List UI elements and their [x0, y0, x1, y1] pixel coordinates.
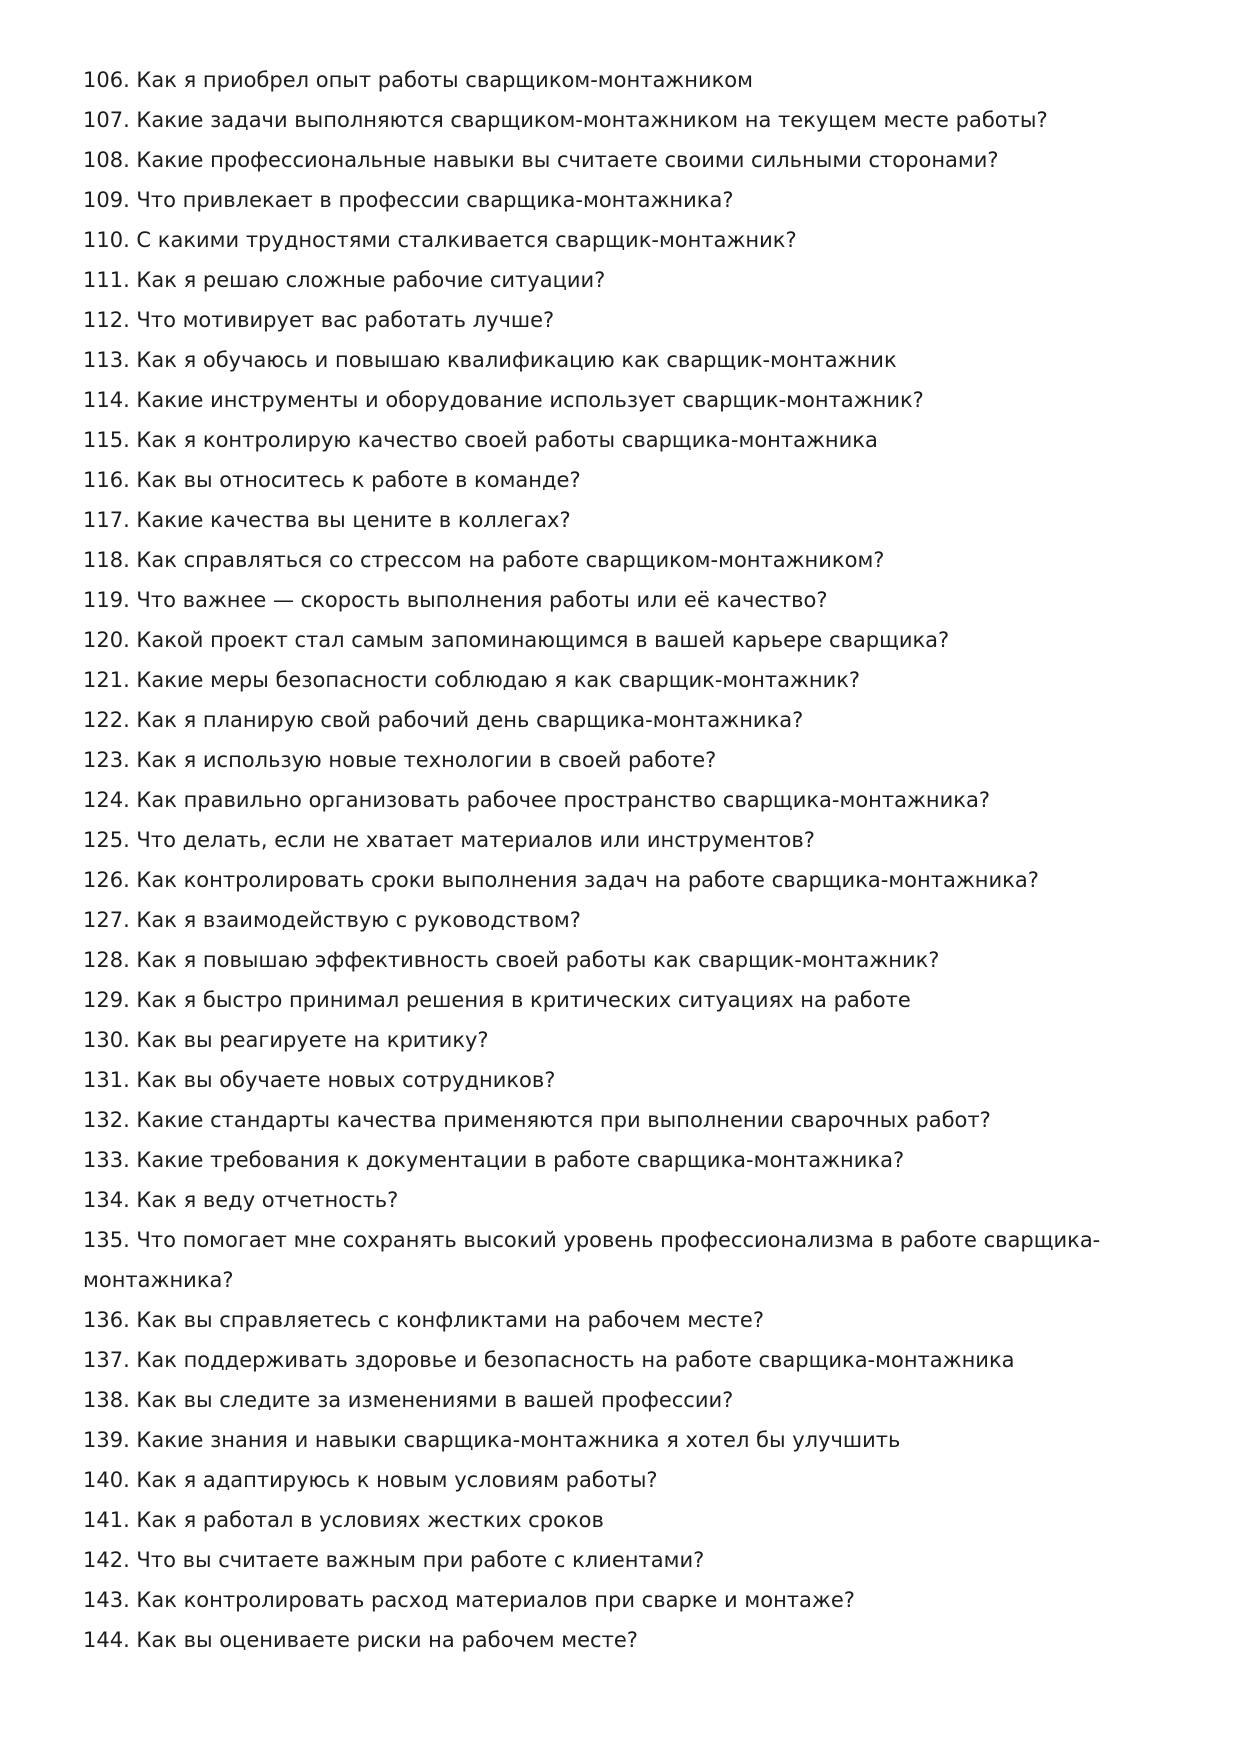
- list-item: 111. Как я решаю сложные рабочие ситуации?: [83, 268, 606, 292]
- list-item: 133. Какие требования к документации в работе сварщика-монтажника?: [83, 1148, 905, 1172]
- list-item: 136. Как вы справляетесь с конфликтами на рабочем месте?: [83, 1308, 764, 1332]
- list-item: 126. Как контролировать сроки выполнения задач на работе сварщика-монтажника?: [83, 868, 1039, 892]
- list-item: 123. Как я использую новые технологии в своей работе?: [83, 748, 717, 772]
- list-item: 109. Что привлекает в профессии сварщика-монтажника?: [83, 188, 734, 212]
- list-item: 120. Какой проект стал самым запоминающимся в вашей карьере сварщика?: [83, 628, 950, 652]
- list-item: 139. Какие знания и навыки сварщика-монтажника я хотел бы улучшить: [83, 1428, 901, 1452]
- list-item: 121. Какие меры безопасности соблюдаю я как сварщик-монтажник?: [83, 668, 861, 692]
- list-item: 137. Как поддерживать здоровье и безопасность на работе сварщика-монтажника: [83, 1348, 1015, 1372]
- list-item: 134. Как я веду отчетность?: [83, 1188, 399, 1212]
- question-list: [83, 60, 1163, 1660]
- list-item: 115. Как я контролирую качество своей работы сварщика-монтажника: [83, 428, 878, 452]
- list-item: 107. Какие задачи выполняются сварщиком-монтажником на текущем месте работы?: [83, 108, 1048, 132]
- list-item: 144. Как вы оцениваете риски на рабочем месте?: [83, 1628, 638, 1652]
- list-item: 110. С какими трудностями сталкивается сварщик-монтажник?: [83, 228, 797, 252]
- list-item: 140. Как я адаптируюсь к новым условиям работы?: [83, 1468, 658, 1492]
- list-item: 108. Какие профессиональные навыки вы считаете своими сильными сторонами?: [83, 148, 999, 172]
- list-item: 118. Как справляться со стрессом на работе сварщиком-монтажником?: [83, 548, 885, 572]
- list-item: 129. Как я быстро принимал решения в критических ситуациях на работе: [83, 988, 911, 1012]
- list-item: 128. Как я повышаю эффективность своей работы как сварщик-монтажник?: [83, 948, 940, 972]
- list-item: 130. Как вы реагируете на критику?: [83, 1028, 489, 1052]
- list-item: 141. Как я работал в условиях жестких сроков: [83, 1508, 604, 1532]
- list-item: 143. Как контролировать расход материалов при сварке и монтаже?: [83, 1588, 855, 1612]
- list-item: 125. Что делать, если не хватает материалов или инструментов?: [83, 828, 815, 852]
- list-item: 112. Что мотивирует вас работать лучше?: [83, 308, 555, 332]
- list-item: 132. Какие стандарты качества применяются при выполнении сварочных работ?: [83, 1108, 991, 1132]
- list-item: 127. Как я взаимодействую с руководством?: [83, 908, 581, 932]
- list-item: 106. Как я приобрел опыт работы сварщиком-монтажником: [83, 68, 753, 92]
- list-item: 114. Какие инструменты и оборудование использует сварщик-монтажник?: [83, 388, 924, 412]
- list-item: 117. Какие качества вы цените в коллегах?: [83, 508, 571, 532]
- list-item: 131. Как вы обучаете новых сотрудников?: [83, 1068, 556, 1092]
- list-item: 116. Как вы относитесь к работе в команде?: [83, 468, 581, 492]
- list-item: 122. Как я планирую свой рабочий день сварщика-монтажника?: [83, 708, 804, 732]
- list-item: 119. Что важнее — скорость выполнения работы или её качество?: [83, 588, 828, 612]
- list-item: 113. Как я обучаюсь и повышаю квалификацию как сварщик-монтажник: [83, 348, 897, 372]
- list-item: 124. Как правильно организовать рабочее пространство сварщика-монтажника?: [83, 788, 990, 812]
- list-item: 142. Что вы считаете важным при работе с клиентами?: [83, 1548, 705, 1572]
- list-item: 135. Что помогает мне сохранять высокий уровень профессионализма в работе сварщика-монтажника?: [83, 1228, 1101, 1292]
- list-item: 138. Как вы следите за изменениями в вашей профессии?: [83, 1388, 734, 1412]
